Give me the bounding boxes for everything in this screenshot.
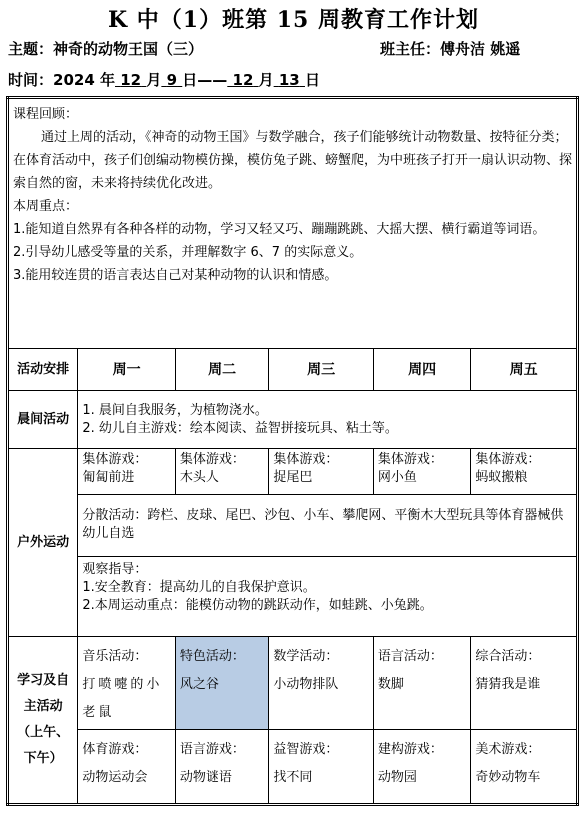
page-title: K 中（1）班第 15 周教育工作计划 — [107, 7, 480, 33]
group-game-tue: 集体游戏： 木头人 — [175, 449, 268, 494]
time-line: 时间：2024 年 12 月 9 日—— 12 月 13 日 — [8, 71, 320, 89]
learning-wed-pm: 益智游戏： 找不同 — [269, 729, 374, 804]
start-day: 9 — [166, 71, 178, 89]
morning-row — [8, 391, 578, 449]
theme-line — [8, 38, 203, 59]
day-wed: 周三 — [269, 349, 374, 391]
learning-afternoon-row — [8, 729, 578, 804]
end-month: 12 — [232, 71, 254, 89]
day-fri: 周五 — [471, 349, 578, 391]
day-thu: 周四 — [373, 349, 471, 391]
observation-guidance — [78, 556, 578, 636]
teacher-label: 班主任： — [380, 40, 441, 58]
weekly-plan-table — [6, 96, 579, 806]
outdoor-label: 户外运动 — [8, 449, 78, 637]
theme-value: 神奇的动物王国（三） — [53, 40, 204, 58]
outdoor-games-row — [8, 449, 578, 494]
outdoor-observe-row — [8, 556, 578, 636]
learning-tue-pm: 语言游戏： 动物谜语 — [175, 729, 268, 804]
time-label: 时间： — [8, 71, 54, 89]
review-row — [8, 98, 578, 349]
learning-thu-pm: 建构游戏： 动物园 — [373, 729, 471, 804]
morning-item: 2. 幼儿自主游戏：绘本阅读、益智拼接玩具、粘土等。 — [82, 420, 398, 436]
morning-content — [78, 391, 578, 449]
group-game-wed: 集体游戏： 捉尾巴 — [269, 449, 374, 494]
review-paragraph: 通过上周的活动，《神奇的动物王国》与数学融合，孩子们能够统计动物数量、按特征分类；在体育活动中，孩子们创编动物模仿操，模仿兔子跳、螃蟹爬，为中班孩子打开一扇认识动物、探索自然的窗，未来将持续优化改进。 — [13, 130, 573, 191]
focus-item: 2.引导幼儿感受等量的关系，并理解数字 6、7 的实际意义。 — [13, 245, 363, 260]
group-game-fri: 集体游戏： 蚂蚁搬粮 — [471, 449, 578, 494]
focus-heading: 本周重点： — [13, 199, 79, 214]
arrangement-label: 活动安排 — [8, 349, 78, 391]
review-heading: 课程回顾： — [13, 107, 79, 122]
learning-fri-am: 综合活动： 猜猜我是谁 — [471, 637, 578, 729]
focus-item: 3.能用较连贯的语言表达自己对某种动物的认识和情感。 — [13, 268, 338, 283]
learning-mon-pm: 体育游戏： 动物运动会 — [78, 729, 176, 804]
observe-heading: 观察指导： — [82, 561, 148, 577]
group-game-mon: 集体游戏： 匍匐前进 — [78, 449, 176, 494]
focus-item: 1.能知道自然界有各种各样的动物，学习又轻又巧、蹦蹦跳跳、大摇大摆、横行霸道等词语。 — [13, 222, 546, 237]
scattered-activities: 分散活动：跨栏、皮球、尾巴、沙包、小车、攀爬网、平衡木大型玩具等体育器械供幼儿自选 — [78, 494, 578, 556]
day-tue: 周二 — [175, 349, 268, 391]
morning-label: 晨间活动 — [8, 391, 78, 449]
teacher-value: 傅舟洁 姚遥 — [440, 40, 521, 58]
course-review-cell — [8, 98, 578, 349]
learning-label: 学习及自 主活动 （上午、 下午） — [8, 637, 78, 805]
learning-tue-am-highlighted: 特色活动： 风之谷 — [175, 637, 268, 729]
day-header-row — [8, 349, 578, 391]
learning-thu-am: 语言活动： 数脚 — [373, 637, 471, 729]
start-month: 12 — [120, 71, 142, 89]
group-game-thu: 集体游戏： 网小鱼 — [373, 449, 471, 494]
learning-morning-row — [8, 637, 578, 729]
end-day: 13 — [278, 71, 300, 89]
learning-fri-pm: 美术游戏： 奇妙动物车 — [471, 729, 578, 804]
year: 2024 年 — [53, 71, 115, 89]
observe-item: 1.安全教育：提高幼儿的自我保护意识。 — [82, 579, 316, 595]
morning-item: 1. 晨间自我服务，为植物浇水。 — [82, 402, 268, 418]
theme-label: 主题： — [8, 40, 54, 58]
observe-item: 2.本周运动重点：能模仿动物的跳跃动作，如蛙跳、小兔跳。 — [82, 597, 433, 613]
day-mon: 周一 — [78, 349, 176, 391]
teacher-line — [380, 38, 520, 59]
learning-wed-am: 数学活动： 小动物排队 — [269, 637, 374, 729]
learning-mon-am: 音乐活动： 打喷嚏的小老鼠 — [78, 637, 176, 729]
outdoor-scattered-row — [8, 494, 578, 556]
